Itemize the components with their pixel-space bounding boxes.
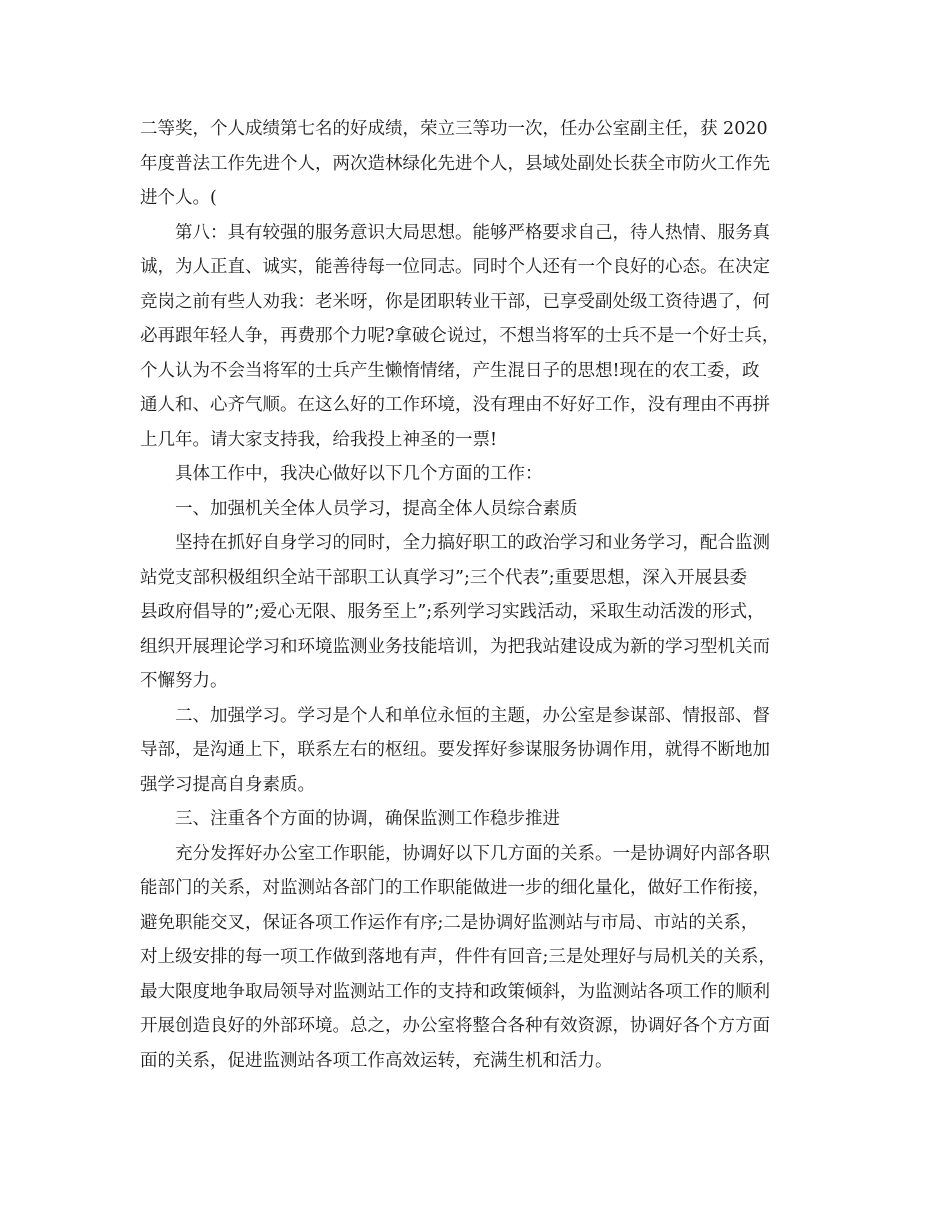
- text-line: 通人和、心齐气顺。在这么好的工作环境，没有理由不好好工作，没有理由不再拼: [140, 395, 770, 415]
- text-line: 必再跟年轻人争，再费那个力呢?拿破仑说过，不想当将军的士兵不是一个好士兵，: [140, 326, 780, 346]
- document-body: [140, 112, 824, 1078]
- paragraph-first-line: 二、加强学习。学习是个人和单位永恒的主题，办公室是参谋部、情报部、督: [175, 705, 770, 726]
- paragraph-first-line: 充分发挥好办公室工作职能，协调好以下几方面的关系。一是协调好内部各职: [175, 843, 770, 864]
- section-heading: 三、注重各个方面的协调，确保监测工作稳步推进: [175, 809, 560, 829]
- text-line: 诚，为人正直、诚实，能善待每一位同志。同时个人还有一个良好的心态。在决定: [140, 257, 770, 277]
- text-line: 导部，是沟通上下，联系左右的枢纽。要发挥好参谋服务协调作用，就得不断地加: [140, 740, 770, 760]
- section-heading: 一、加强机关全体人员学习，提高全体人员综合素质: [175, 498, 578, 519]
- text-line: 个人认为不会当将军的士兵产生懒惰情绪，产生混日子的思想!现在的农工委，政: [140, 360, 760, 381]
- paragraph-first-line: 第八：具有较强的服务意识大局思想。能够严格要求自己，待人热情、服务真: [175, 222, 770, 243]
- text-line: 不懈努力。: [140, 671, 228, 691]
- text-line: 县政府倡导的”;爱心无限、服务至上”;系列学习实践活动，采取生动活泼的形式，: [140, 602, 765, 622]
- text-line: 强学习提高自身素质。: [140, 774, 315, 795]
- text-line: 最大限度地争取局领导对监测站工作的支持和政策倾斜，为监测站各项工作的顺利: [140, 981, 770, 1002]
- text-line: 上几年。请大家支持我，给我投上神圣的一票!: [140, 429, 498, 450]
- text-line: 面的关系，促进监测站各项工作高效运转，充满生机和活力。: [140, 1050, 613, 1071]
- text-line: 竞岗之前有些人劝我：老米呀，你是团职转业干部，已享受副处级工资待遇了，何: [140, 291, 770, 312]
- text-line: 站党支部积极组织全站干部职工认真学习”;三个代表”;重要思想，深入开展县委: [140, 567, 748, 588]
- paragraph-first-line: 具体工作中，我决心做好以下几个方面的工作：: [175, 464, 543, 484]
- text-line: 进个人。(: [140, 188, 217, 208]
- text-line: 二等奖，个人成绩第七名的好成绩，荣立三等功一次，任办公室副主任，获 2020: [140, 119, 768, 139]
- text-line: 组织开展理论学习和环境监测业务技能培训，为把我站建设成为新的学习型机关而: [140, 636, 770, 657]
- text-line: 能部门的关系，对监测站各部门的工作职能做进一步的细化量化，做好工作衔接，: [140, 878, 770, 898]
- text-line: 对上级安排的每一项工作做到落地有声，件件有回音;三是处理好与局机关的关系，: [140, 947, 776, 967]
- paragraph-first-line: 坚持在抓好自身学习的同时，全力搞好职工的政治学习和业务学习，配合监测: [175, 533, 770, 553]
- text-line: 开展创造良好的外部环境。总之，办公室将整合各种有效资源，协调好各个方方面: [140, 1016, 770, 1036]
- text-line: 避免职能交叉，保证各项工作运作有序;二是协调好监测站与市局、市站的关系，: [140, 912, 759, 933]
- text-line: 年度普法工作先进个人，两次造林绿化先进个人，县域处副处长获全市防火工作先: [140, 153, 770, 174]
